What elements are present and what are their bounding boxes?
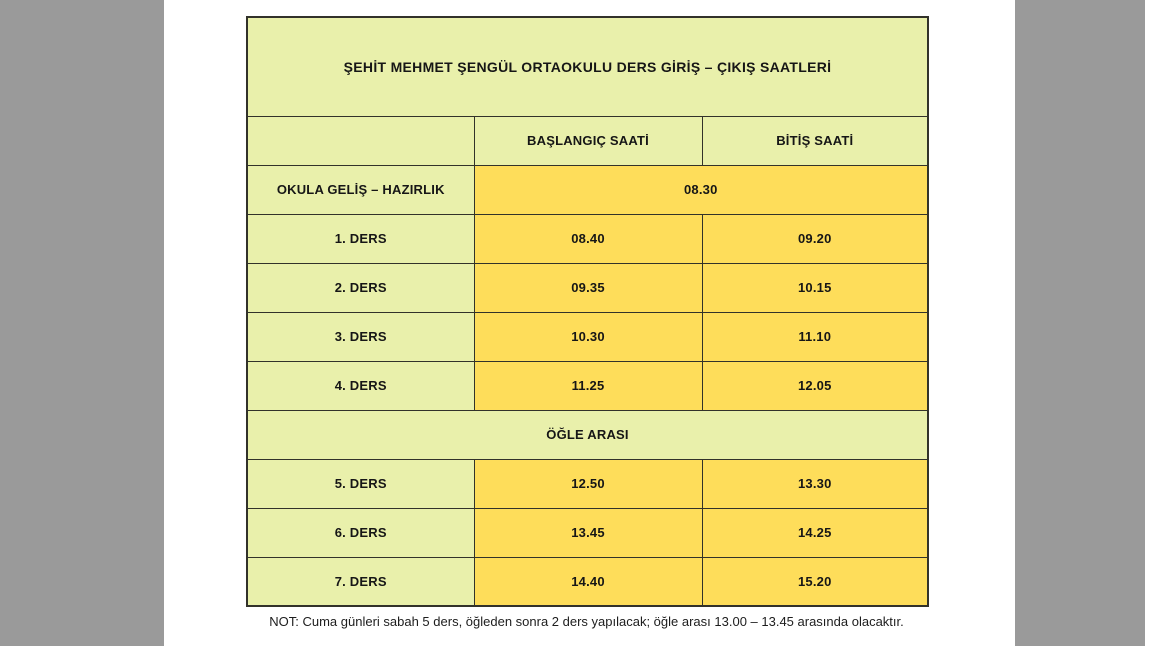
schedule-footnote: NOT: Cuma günleri sabah 5 ders, öğleden sonra 2 ders yapılacak; öğle arası 13.00 – 13.45 arasında olacaktır. bbox=[269, 614, 904, 629]
lesson-end: 14.25 bbox=[702, 508, 928, 557]
lesson-end: 09.20 bbox=[702, 214, 928, 263]
lesson-row-4 bbox=[247, 361, 928, 410]
lesson-row-3 bbox=[247, 312, 928, 361]
lesson-end: 10.15 bbox=[702, 263, 928, 312]
lesson-start: 14.40 bbox=[474, 557, 702, 606]
lesson-label: 6. DERS bbox=[247, 508, 474, 557]
page-title: ŞEHİT MEHMET ŞENGÜL ORTAOKULU DERS GİRİŞ – ÇIKIŞ SAATLERİ bbox=[247, 17, 928, 116]
arrival-label: OKULA GELİŞ – HAZIRLIK bbox=[247, 165, 474, 214]
lesson-label: 3. DERS bbox=[247, 312, 474, 361]
lesson-end: 13.30 bbox=[702, 459, 928, 508]
viewer-margin-left bbox=[0, 0, 164, 646]
lesson-start: 10.30 bbox=[474, 312, 702, 361]
table-header-row bbox=[247, 116, 928, 165]
lunch-break-label: ÖĞLE ARASI bbox=[247, 410, 928, 459]
schedule-table bbox=[246, 16, 929, 607]
lesson-row-1 bbox=[247, 214, 928, 263]
header-end-time: BİTİŞ SAATİ bbox=[702, 116, 928, 165]
lesson-label: 7. DERS bbox=[247, 557, 474, 606]
lesson-start: 12.50 bbox=[474, 459, 702, 508]
lesson-row-6 bbox=[247, 508, 928, 557]
viewer-margin-right bbox=[1015, 0, 1145, 646]
arrival-row bbox=[247, 165, 928, 214]
header-empty-cell bbox=[247, 116, 474, 165]
header-start-time: BAŞLANGIÇ SAATİ bbox=[474, 116, 702, 165]
arrival-time: 08.30 bbox=[474, 165, 928, 214]
table-title-row bbox=[247, 17, 928, 116]
lunch-break-row bbox=[247, 410, 928, 459]
lesson-end: 12.05 bbox=[702, 361, 928, 410]
lesson-row-2 bbox=[247, 263, 928, 312]
lesson-start: 09.35 bbox=[474, 263, 702, 312]
lesson-label: 2. DERS bbox=[247, 263, 474, 312]
lesson-end: 15.20 bbox=[702, 557, 928, 606]
document-page bbox=[164, 0, 1015, 646]
lesson-label: 1. DERS bbox=[247, 214, 474, 263]
lesson-label: 5. DERS bbox=[247, 459, 474, 508]
lesson-label: 4. DERS bbox=[247, 361, 474, 410]
lesson-start: 13.45 bbox=[474, 508, 702, 557]
lesson-start: 08.40 bbox=[474, 214, 702, 263]
lesson-end: 11.10 bbox=[702, 312, 928, 361]
lesson-start: 11.25 bbox=[474, 361, 702, 410]
lesson-row-7 bbox=[247, 557, 928, 606]
lesson-row-5 bbox=[247, 459, 928, 508]
